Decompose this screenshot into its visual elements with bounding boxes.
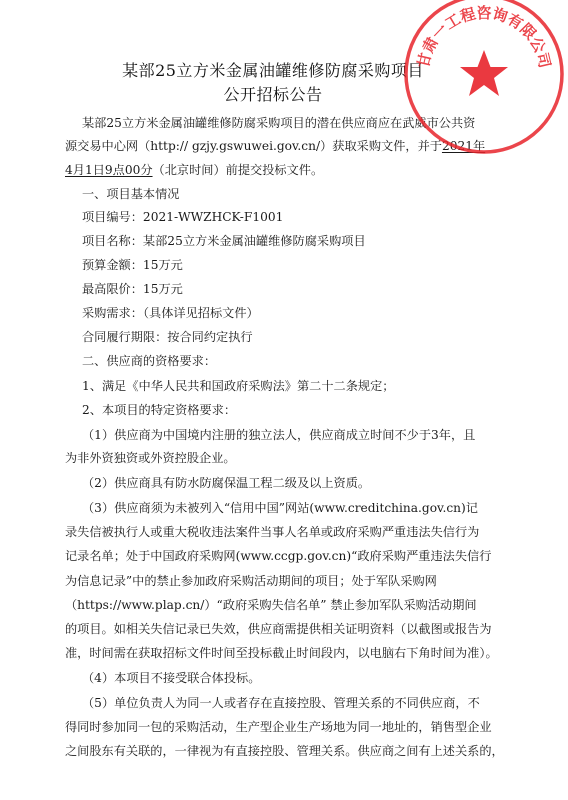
project-number: 项目编号：2021-WWZHCK-F1001 bbox=[82, 210, 284, 224]
intro-line-3 bbox=[65, 162, 505, 178]
company-seal-stamp bbox=[400, 0, 568, 158]
section-1-heading: 一、项目基本情况 bbox=[82, 187, 180, 201]
requirement-3-line-2: 录失信被执行人或重大税收违法案件当事人名单或政府采购严重违法失信行为 bbox=[65, 525, 480, 539]
requirement-3-line-6: 的项目。如相关失信记录已失效，供应商需提供相关证明资料（以截图或报告为 bbox=[65, 622, 492, 636]
budget-amount: 预算金额：15万元 bbox=[82, 258, 183, 272]
seal-star-icon bbox=[460, 50, 508, 96]
seal-text: 甘肃一工程咨询有限公司 bbox=[414, 4, 554, 70]
requirement-4: （4）本项目不接受联合体投标。 bbox=[82, 671, 261, 685]
requirement-5-line-1: （5）单位负责人为同一人或者存在直接控股、管理关系的不同供应商，不 bbox=[82, 696, 480, 710]
requirement-5-line-2: 得同时参加同一包的采购活动，生产型企业生产场地为同一地址的，销售型企业 bbox=[65, 720, 492, 734]
intro-line-2-text: 源交易中心网（http:// gzjy.gswuwei.gov.cn/）获取采购文件，并于 bbox=[65, 139, 442, 153]
contract-period: 合同履行期限：按合同约定执行 bbox=[82, 330, 253, 344]
document-title: 某部25立方米金属油罐维修防腐采购项目 bbox=[122, 61, 424, 80]
requirement-3-line-4: 为信息记录”中的禁止参加政府采购活动期间的项目；处于军队采购网 bbox=[65, 574, 437, 588]
qualification-item-1: 1、满足《中华人民共和国政府采购法》第二十二条规定； bbox=[82, 379, 395, 393]
max-price: 最高限价：15万元 bbox=[82, 282, 183, 296]
section-2-heading: 二、供应商的资格要求： bbox=[82, 354, 217, 368]
intro-line-1: 某部25立方米金属油罐维修防腐采购项目的潜在供应商应在武威市公共资 bbox=[82, 116, 476, 130]
procurement-requirement: 采购需求：（具体详见招标文件） bbox=[82, 306, 259, 320]
document-subtitle: 公开招标公告 bbox=[223, 85, 323, 104]
deadline-year: 2021年 bbox=[441, 139, 486, 153]
requirement-3-line-5: （https://www.plap.cn/）“政府采购失信名单” 禁止参加军队采购活动期间 bbox=[65, 598, 477, 612]
intro-line-3-text: （北京时间）前提交投标文件。 bbox=[152, 163, 324, 177]
requirement-5-line-3: 之间股东有关联的，一律视为有直接控股、管理关系。供应商之间有上述关系的， bbox=[65, 744, 504, 758]
project-name: 项目名称：某部25立方米金属油罐维修防腐采购项目 bbox=[82, 234, 366, 248]
requirement-3-line-3: 记录名单；处于中国政府采购网(www.ccgp.gov.cn)“政府采购严重违法失信行 bbox=[65, 549, 492, 563]
requirement-1-line-1: （1）供应商为中国境内注册的独立法人，供应商成立时间不少于3年，且 bbox=[82, 428, 476, 442]
qualification-item-2: 2、本项目的特定资格要求： bbox=[82, 403, 237, 417]
requirement-3-line-7: 准，时间需在获取招标文件时间至投标截止时间段内，以电脑右下角时间为准）。 bbox=[65, 646, 498, 660]
requirement-2: （2）供应商具有防水防腐保温工程二级及以上资质。 bbox=[82, 476, 371, 490]
requirement-1-line-2: 为非外资独资或外资控股企业。 bbox=[65, 451, 236, 465]
requirement-3-line-1: （3）供应商须为未被列入“信用中国”网站(www.creditchina.gov.cn)记 bbox=[82, 501, 478, 515]
deadline-date: 4月1日9点00分 bbox=[65, 163, 153, 177]
